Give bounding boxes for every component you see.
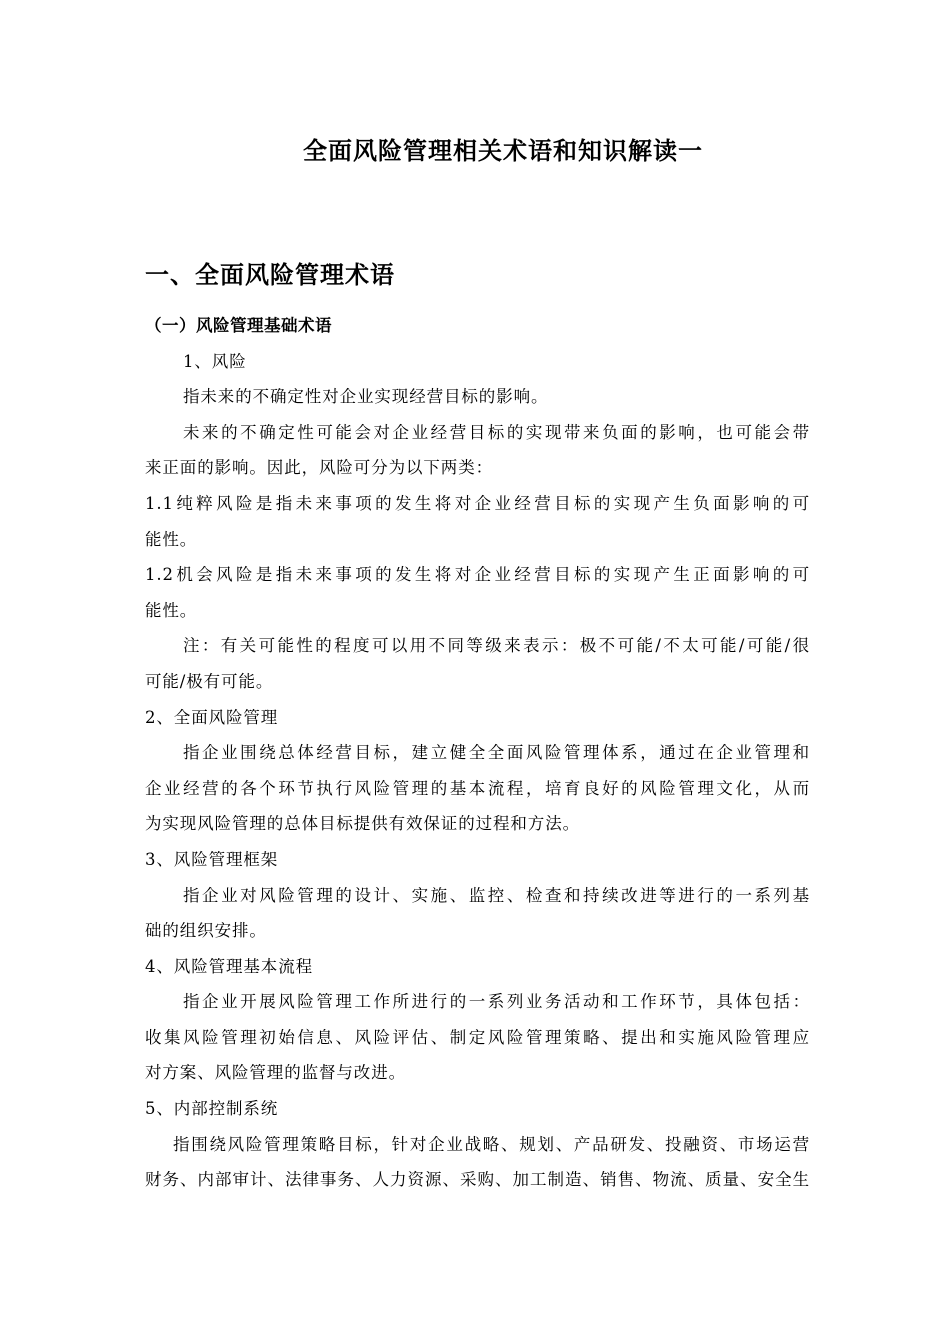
paragraph-line: 能性。 [145, 529, 198, 549]
paragraph-line: 对方案、风险管理的监督与改进。 [145, 1063, 406, 1083]
paragraph-line: 为实现风险管理的总体目标提供有效保证的过程和方法。 [145, 814, 580, 834]
paragraph-line: 来正面的影响。因此，风险可分为以下两类： [145, 458, 493, 478]
paragraph-line: 1.1纯粹风险是指未来事项的发生将对企业经营目标的实现产生负面影响的可 [145, 493, 810, 513]
term-heading: 4、风险管理基本流程 [145, 956, 313, 976]
note-line: 注：有关可能性的程度可以用不同等级来表示：极不可能/不太可能/可能/很 [183, 636, 810, 656]
paragraph-line: 础的组织安排。 [145, 921, 267, 941]
term-heading: 3、风险管理框架 [145, 849, 279, 869]
paragraph-line: 能性。 [145, 600, 198, 620]
note-line: 可能/极有可能。 [145, 671, 274, 691]
paragraph-line: 未来的不确定性可能会对企业经营目标的实现带来负面的影响，也可能会带 [183, 422, 810, 442]
paragraph-line: 1.2机会风险是指未来事项的发生将对企业经营目标的实现产生正面影响的可 [145, 565, 810, 585]
document-title: 全面风险管理相关术语和知识解读一 [303, 136, 703, 165]
paragraph-line: 财务、内部审计、法律事务、人力资源、采购、加工制造、销售、物流、质量、安全生 [145, 1170, 810, 1190]
paragraph-line: 指未来的不确定性对企业实现经营目标的影响。 [183, 387, 549, 407]
paragraph-line: 收集风险管理初始信息、风险评估、制定风险管理策略、提出和实施风险管理应 [145, 1027, 810, 1047]
section-heading: 一、全面风险管理术语 [145, 260, 395, 289]
paragraph-line: 指企业开展风险管理工作所进行的一系列业务活动和工作环节，具体包括： [183, 992, 810, 1012]
document-body [145, 308, 810, 1198]
term-heading: 2、全面风险管理 [145, 707, 279, 727]
subsection-heading: （一）风险管理基础术语 [145, 316, 332, 335]
paragraph-line: 指围绕风险管理策略目标，针对企业战略、规划、产品研发、投融资、市场运营 [173, 1134, 810, 1154]
term-heading: 1、风险 [183, 351, 247, 371]
term-heading: 5、内部控制系统 [145, 1099, 279, 1119]
paragraph-line: 指企业对风险管理的设计、实施、监控、检查和持续改进等进行的一系列基 [183, 885, 810, 905]
paragraph-line: 指企业围绕总体经营目标，建立健全全面风险管理体系，通过在企业管理和 [183, 743, 810, 763]
paragraph-line: 企业经营的各个环节执行风险管理的基本流程，培育良好的风险管理文化，从而 [145, 778, 810, 798]
